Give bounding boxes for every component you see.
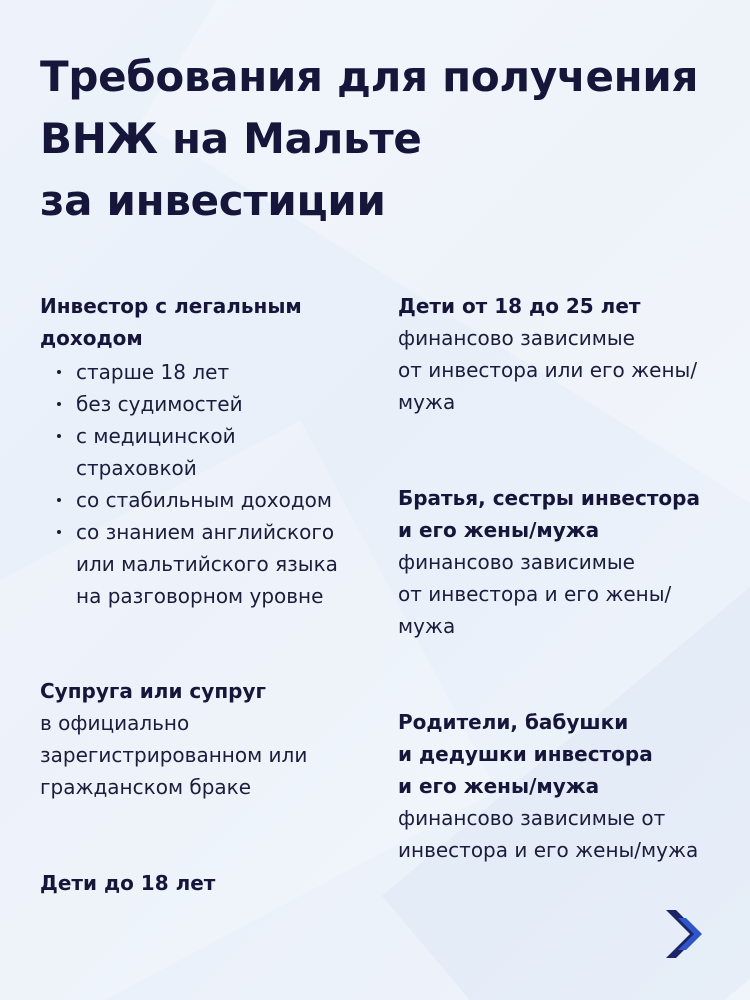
text-line: гражданском браке bbox=[40, 775, 252, 799]
text-line: на разговорном уровне bbox=[76, 584, 324, 608]
text-line: от инвестора и его жены/ bbox=[398, 582, 672, 606]
text-line: финансово зависимые bbox=[398, 326, 635, 350]
list-item bbox=[76, 388, 370, 420]
children-18-25-description bbox=[398, 322, 728, 418]
heading-line: Инвестор с легальным bbox=[40, 294, 302, 318]
heading-line: доходом bbox=[40, 326, 143, 350]
text-line: зарегистрированном или bbox=[40, 743, 308, 767]
text-line: со знанием английского bbox=[76, 520, 335, 544]
heading-line: Супруга или супруг bbox=[40, 679, 266, 703]
text-line: финансово зависимые от bbox=[398, 806, 666, 830]
siblings-requirements bbox=[398, 482, 728, 642]
spouse-requirements bbox=[40, 675, 370, 803]
text-line: от инвестора или его жены/ bbox=[398, 358, 698, 382]
investor-requirements-list bbox=[40, 356, 370, 612]
list-item bbox=[76, 516, 370, 612]
bullet-icon bbox=[57, 530, 61, 534]
list-item-text bbox=[76, 484, 370, 516]
investor-requirements bbox=[40, 290, 370, 612]
title-line: ВНЖ на Мальте bbox=[40, 114, 422, 163]
bullet-icon bbox=[57, 370, 61, 374]
children-under-18 bbox=[40, 867, 370, 899]
list-item bbox=[76, 484, 370, 516]
text-line: с медицинской bbox=[76, 424, 236, 448]
parents-heading bbox=[398, 706, 728, 802]
siblings-description bbox=[398, 546, 728, 642]
text-line: старше 18 лет bbox=[76, 360, 230, 384]
text-line: мужа bbox=[398, 614, 456, 638]
investor-heading bbox=[40, 290, 370, 354]
bullet-icon bbox=[57, 434, 61, 438]
title-line: за инвестиции bbox=[40, 176, 386, 225]
list-item-text bbox=[76, 516, 370, 612]
text-line: со стабильным доходом bbox=[76, 488, 332, 512]
text-line: финансово зависимые bbox=[398, 550, 635, 574]
list-item-text bbox=[76, 420, 370, 484]
page-title bbox=[40, 46, 720, 232]
heading-line: и его жены/мужа bbox=[398, 518, 600, 542]
list-item bbox=[76, 420, 370, 484]
text-line: мужа bbox=[398, 390, 456, 414]
title-line: Требования для получения bbox=[40, 52, 699, 101]
list-item-text bbox=[76, 388, 370, 420]
siblings-heading bbox=[398, 482, 728, 546]
list-item-text bbox=[76, 356, 370, 388]
children-under-18-heading bbox=[40, 867, 370, 899]
bullet-icon bbox=[57, 402, 61, 406]
parents-description bbox=[398, 802, 728, 866]
spouse-heading bbox=[40, 675, 370, 707]
parents-requirements bbox=[398, 706, 728, 866]
heading-line: Дети от 18 до 25 лет bbox=[398, 294, 641, 318]
heading-line: Дети до 18 лет bbox=[40, 871, 216, 895]
children-18-25-heading bbox=[398, 290, 728, 322]
bullet-icon bbox=[57, 498, 61, 502]
heading-line: Братья, сестры инвестора bbox=[398, 486, 700, 510]
spouse-description bbox=[40, 707, 370, 803]
text-line: или мальтийского языка bbox=[76, 552, 338, 576]
text-line: инвестора и его жены/мужа bbox=[398, 838, 699, 862]
heading-line: Родители, бабушки bbox=[398, 710, 629, 734]
text-line: в официально bbox=[40, 711, 190, 735]
double-chevron-right-icon bbox=[664, 908, 712, 960]
text-line: без судимостей bbox=[76, 392, 243, 416]
heading-line: и дедушки инвестора bbox=[398, 742, 653, 766]
heading-line: и его жены/мужа bbox=[398, 774, 600, 798]
list-item bbox=[76, 356, 370, 388]
text-line: страховкой bbox=[76, 456, 197, 480]
children-18-25 bbox=[398, 290, 728, 418]
